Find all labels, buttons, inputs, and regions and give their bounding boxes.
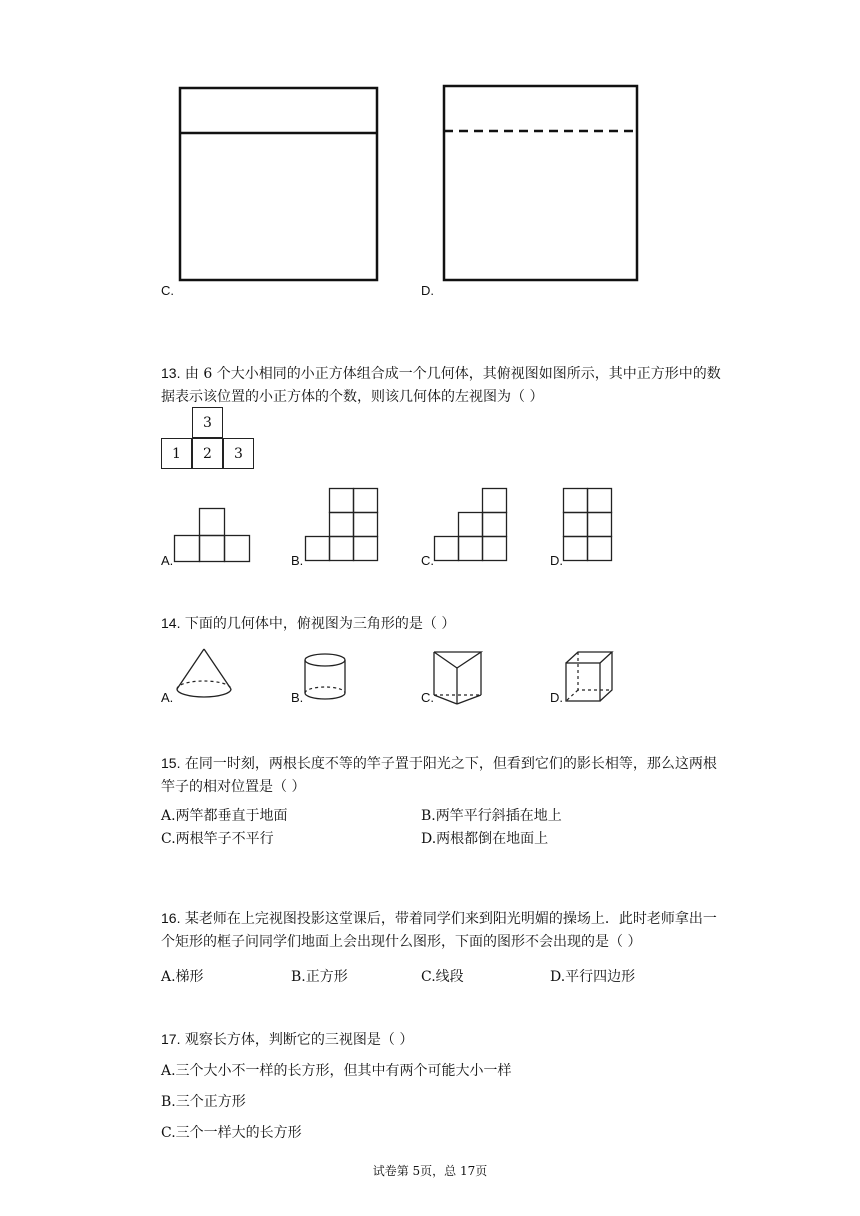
q13-option-c-figure [434, 488, 509, 563]
question-text: 在同一时刻，两根长度不等的竿子置于阳光之下，但看到它们的影长相等，那么这两根竿子的相对位置是（ ） [161, 756, 717, 795]
question-17 [161, 1028, 721, 1052]
q14-option-a-label[interactable]: A. [161, 690, 174, 705]
triangular-prism-icon [433, 650, 485, 706]
q14-option-c-label[interactable]: C. [421, 690, 434, 705]
cone-icon [174, 647, 236, 703]
q16-option-c[interactable]: C.线段 [421, 969, 464, 985]
q13-option-c-label[interactable]: C. [421, 553, 434, 568]
question-text: 观察长方体，判断它的三视图是（ ） [184, 1032, 414, 1048]
q13-option-d-figure [563, 488, 615, 563]
question-13 [161, 362, 721, 409]
q12-option-c-label[interactable]: C. [161, 283, 174, 298]
question-number: 17. [161, 1031, 181, 1047]
q12-option-d-figure [440, 82, 645, 282]
q15-option-b[interactable]: B.两竿平行斜插在地上 [421, 808, 562, 824]
q17-option-c[interactable]: C.三个一样大的长方形 [161, 1125, 302, 1141]
question-number: 13. [161, 365, 181, 381]
q17-option-a[interactable]: A.三个大小不一样的长方形，但其中有两个可能大小一样 [161, 1063, 512, 1079]
q12-option-c-figure [175, 85, 385, 285]
q15-option-c[interactable]: C.两根竿子不平行 [161, 831, 274, 847]
grid-cell-2: 2 [192, 438, 223, 469]
q16-option-a[interactable]: A.梯形 [161, 969, 204, 985]
grid-cell-3: 3 [223, 438, 254, 469]
top-view-grid [161, 407, 247, 471]
q12-option-d-label[interactable]: D. [421, 283, 434, 298]
question-number: 15. [161, 755, 181, 771]
q13-option-a-figure [174, 508, 254, 562]
q13-option-a-label[interactable]: A. [161, 553, 174, 568]
page-footer: 试卷第 5页，总 17页 [372, 1164, 488, 1178]
question-text: 某老师在上完视图投影这堂课后，带着同学们来到阳光明媚的操场上．此时老师拿出一个矩形的框子问同学们地面上会出现什么图形，下面的图形不会出现的是（ ） [161, 911, 717, 950]
q15-option-a[interactable]: A.两竿都垂直于地面 [161, 808, 288, 824]
question-number: 14. [161, 615, 181, 631]
q14-option-d-label[interactable]: D. [550, 690, 563, 705]
q16-option-b[interactable]: B.正方形 [291, 969, 348, 985]
cube-icon [565, 651, 615, 705]
q13-option-d-label[interactable]: D. [550, 553, 563, 568]
grid-cell-top: 3 [192, 407, 223, 438]
question-text: 由 6 个大小相同的小正方体组合成一个几何体，其俯视图如图所示，其中正方形中的数据表示该位置的小正方体的个数，则该几何体的左视图为（ ） [161, 366, 721, 405]
grid-cell-1: 1 [161, 438, 192, 469]
question-16 [161, 907, 721, 954]
cylinder-icon [303, 652, 351, 704]
question-14 [161, 612, 721, 636]
question-text: 下面的几何体中，俯视图为三角形的是（ ） [184, 616, 456, 632]
q15-option-d[interactable]: D.两根都倒在地面上 [421, 831, 549, 847]
question-15 [161, 752, 721, 799]
q14-option-b-label[interactable]: B. [291, 690, 304, 705]
q17-option-b[interactable]: B.三个正方形 [161, 1094, 246, 1110]
question-number: 16. [161, 910, 181, 926]
q13-option-b-label[interactable]: B. [291, 553, 304, 568]
q13-option-b-figure [305, 488, 380, 563]
q16-option-d[interactable]: D.平行四边形 [550, 969, 636, 985]
